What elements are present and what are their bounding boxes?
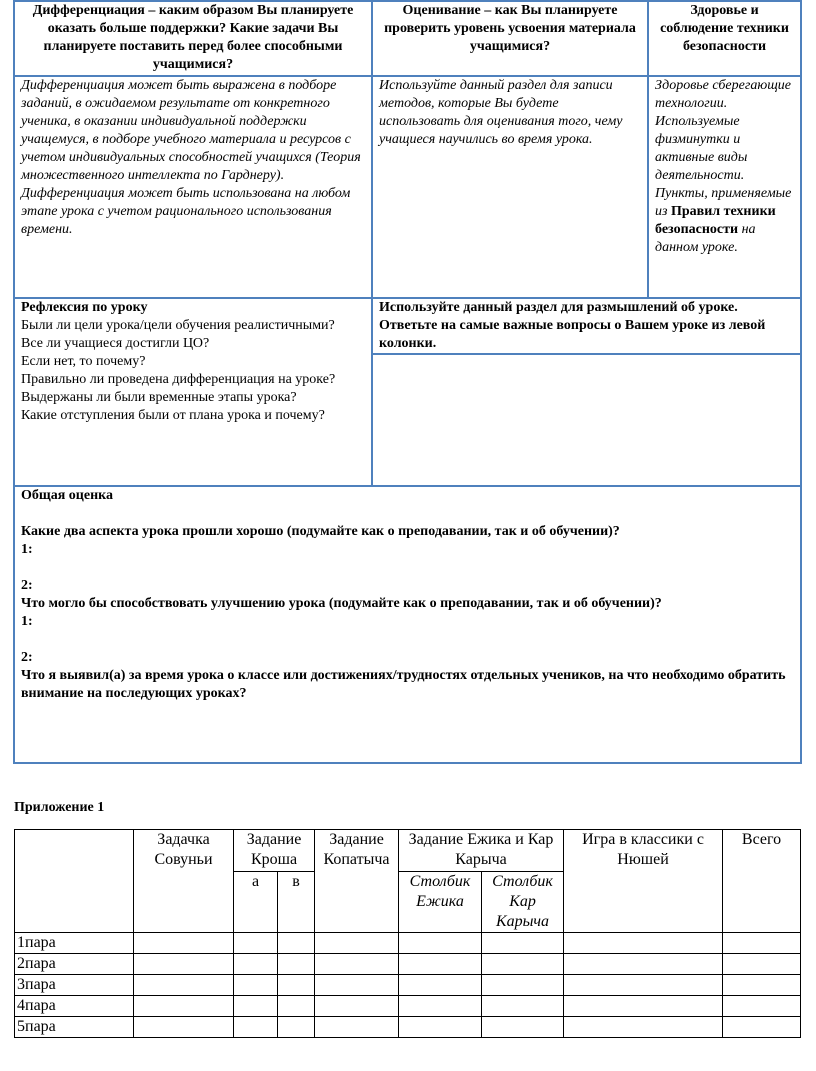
- reflection-question: Были ли цели урока/цели обучения реалистичными?: [21, 318, 335, 333]
- subheader-ezhik-column: Столбик Ежика: [399, 872, 482, 933]
- score-cell[interactable]: [278, 954, 315, 975]
- differentiation-text-2: Дифференциация может быть использована на любом этапе урока с учетом рационального использования времени.: [21, 186, 351, 237]
- assessment-text: Используйте данный раздел для записи методов, которые Вы будете использовать для оценивания того, чему учащиеся научились во время урока.: [372, 76, 648, 298]
- score-cell[interactable]: [134, 996, 234, 1017]
- row-label: 5пара: [15, 1017, 134, 1038]
- score-cell[interactable]: [723, 996, 801, 1017]
- health-bold-text: Правил техники безопасности: [655, 204, 776, 237]
- spacer: [21, 559, 794, 577]
- header-sovunya: Задачка Совуньи: [134, 830, 234, 933]
- reflection-question: Правильно ли проведена дифференциация на уроке?: [21, 372, 336, 387]
- table-row: [15, 975, 801, 996]
- health-text-2: на данном уроке.: [655, 222, 756, 255]
- answer-number-1: 1:: [21, 542, 33, 557]
- score-cell[interactable]: [564, 1017, 723, 1038]
- health-cell: [648, 76, 801, 298]
- reflection-question: Все ли учащиеся достигли ЦО?: [21, 336, 210, 351]
- score-cell[interactable]: [234, 954, 278, 975]
- score-cell[interactable]: [278, 933, 315, 954]
- health-text-1: Здоровье сберегающие технологии. Используемые физминутки и активные виды деятельности. Пункты, применяемые из: [655, 78, 792, 219]
- score-cell[interactable]: [564, 996, 723, 1017]
- spacer: [21, 631, 794, 649]
- score-cell[interactable]: [564, 933, 723, 954]
- reflection-instruction: Используйте данный раздел для размышлений об уроке. Ответьте на самые важные вопросы о Вашем уроке из левой колонки.: [372, 298, 801, 354]
- score-cell[interactable]: [315, 1017, 399, 1038]
- score-cell[interactable]: [134, 954, 234, 975]
- score-cell[interactable]: [482, 1017, 564, 1038]
- score-cell[interactable]: [482, 975, 564, 996]
- answer-number-2: 2:: [21, 578, 33, 593]
- assessment-header: Оценивание – как Вы планируете проверить уровень усвоения материала учащимися?: [372, 1, 648, 76]
- score-cell[interactable]: [399, 933, 482, 954]
- lesson-plan-table: [13, 0, 802, 764]
- score-cell[interactable]: [482, 933, 564, 954]
- subheader-karych-column: Столбик Кар Карыча: [482, 872, 564, 933]
- header-klassiki: Игра в классики с Нюшей: [564, 830, 723, 933]
- score-cell[interactable]: [234, 1017, 278, 1038]
- score-cell[interactable]: [278, 996, 315, 1017]
- reflection-question: Какие отступления были от плана урока и почему?: [21, 408, 325, 423]
- table-row: [15, 996, 801, 1017]
- score-cell[interactable]: [134, 1017, 234, 1038]
- row-label: 2пара: [15, 954, 134, 975]
- score-cell[interactable]: [234, 975, 278, 996]
- row-label: 1пара: [15, 933, 134, 954]
- spacer: [21, 505, 794, 523]
- summary-question-3: Что я выявил(а) за время урока о классе или достижениях/трудностях отдельных учеников, на что необходимо обратить внимание на последующих уроках?: [21, 668, 786, 701]
- score-cell[interactable]: [234, 996, 278, 1017]
- appendix-table: [14, 829, 801, 1038]
- score-cell[interactable]: [482, 954, 564, 975]
- score-cell[interactable]: [723, 954, 801, 975]
- reflection-answer-area[interactable]: [372, 354, 801, 486]
- table-row: [15, 933, 801, 954]
- row-label-header: [15, 830, 134, 933]
- header-krosh: Задание Кроша: [234, 830, 315, 872]
- score-cell[interactable]: [482, 996, 564, 1017]
- appendix-title: Приложение 1: [14, 800, 105, 815]
- summary-cell: [14, 486, 801, 763]
- score-cell[interactable]: [315, 933, 399, 954]
- score-cell[interactable]: [315, 954, 399, 975]
- table-row: [15, 1017, 801, 1038]
- score-cell[interactable]: [399, 1017, 482, 1038]
- score-cell[interactable]: [723, 975, 801, 996]
- score-cell[interactable]: [399, 954, 482, 975]
- summary-title: Общая оценка: [21, 488, 113, 503]
- reflection-question: Выдержаны ли были временные этапы урока?: [21, 390, 297, 405]
- score-cell[interactable]: [134, 975, 234, 996]
- differentiation-cell: [14, 76, 372, 298]
- row-label: 3пара: [15, 975, 134, 996]
- header-kopatych: Задание Копатыча: [315, 830, 399, 933]
- reflection-question: Если нет, то почему?: [21, 354, 146, 369]
- header-total: Всего: [723, 830, 801, 933]
- score-cell[interactable]: [399, 975, 482, 996]
- score-cell[interactable]: [134, 933, 234, 954]
- header-ezhik: Задание Ежика и Кар Карыча: [399, 830, 564, 872]
- score-cell[interactable]: [315, 975, 399, 996]
- health-header: Здоровье и соблюдение техники безопасности: [648, 1, 801, 76]
- score-cell[interactable]: [723, 1017, 801, 1038]
- table-row: [15, 954, 801, 975]
- reflection-title: Рефлексия по уроку: [21, 300, 148, 315]
- score-cell[interactable]: [564, 975, 723, 996]
- subheader-v: в: [278, 872, 315, 933]
- differentiation-header: Дифференциация – каким образом Вы планируете оказать больше поддержки? Какие задачи Вы планируете поставить перед более способными учащимися?: [14, 1, 372, 76]
- differentiation-text-1: Дифференциация может быть выражена в подборе заданий, в ожидаемом результате от конкретного ученика, в оказании индивидуальной поддержки учащемуся, в подборе учебного материала и ресурсов с учетом индивидуальных способностей учащихся (Теория множественного интеллекта по Гарднеру).: [21, 78, 361, 183]
- score-cell[interactable]: [315, 996, 399, 1017]
- score-cell[interactable]: [234, 933, 278, 954]
- score-cell[interactable]: [278, 975, 315, 996]
- score-cell[interactable]: [278, 1017, 315, 1038]
- score-cell[interactable]: [399, 996, 482, 1017]
- answer-number-1: 1:: [21, 614, 33, 629]
- subheader-a: а: [234, 872, 278, 933]
- answer-number-2: 2:: [21, 650, 33, 665]
- summary-question-2: Что могло бы способствовать улучшению урока (подумайте как о преподавании, так и об обучении)?: [21, 596, 662, 611]
- score-cell[interactable]: [564, 954, 723, 975]
- summary-question-1: Какие два аспекта урока прошли хорошо (подумайте как о преподавании, так и об обучении)?: [21, 524, 620, 539]
- score-cell[interactable]: [723, 933, 801, 954]
- row-label: 4пара: [15, 996, 134, 1017]
- reflection-cell: [14, 298, 372, 486]
